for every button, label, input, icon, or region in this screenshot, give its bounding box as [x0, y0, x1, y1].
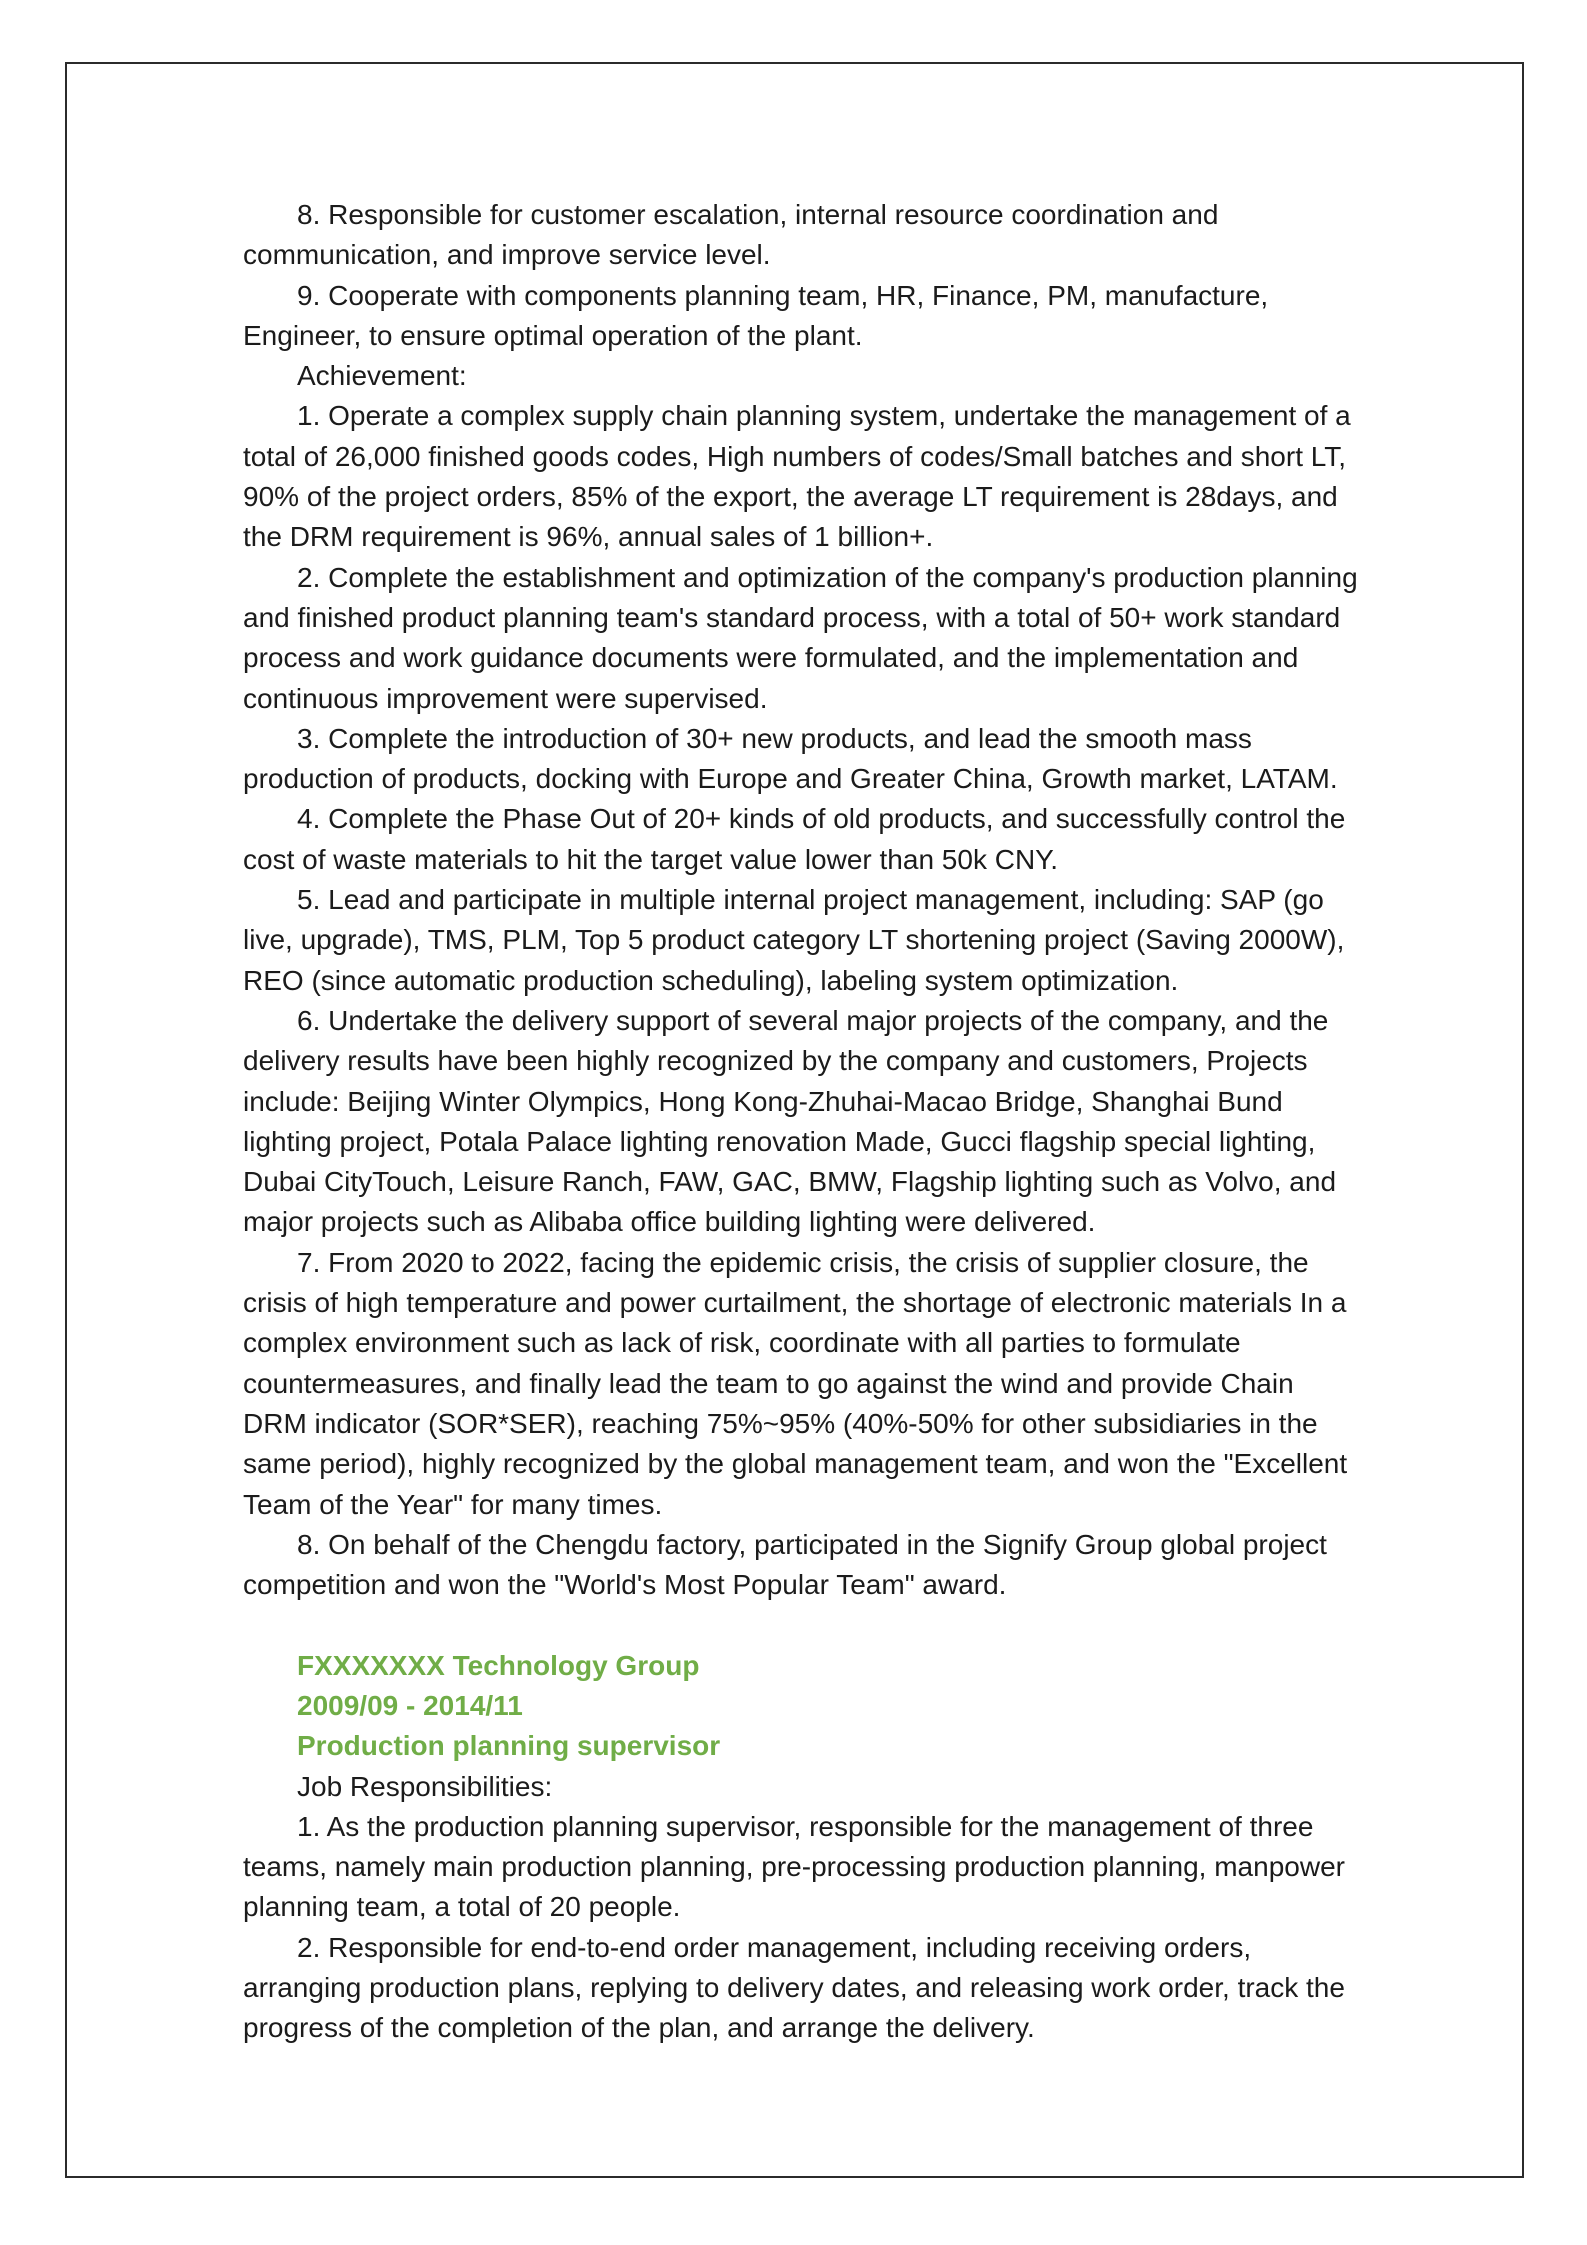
section-heading: FXXXXXXX Technology Group: [297, 1649, 700, 1681]
paragraph-spacer: [243, 1605, 1361, 1645]
paragraph: 3. Complete the introduction of 30+ new products, and lead the smooth mass production of products, docking with Europe and Greater China, Growth market, LATAM.: [243, 722, 1338, 795]
paragraph: 1. As the production planning supervisor, responsible for the management of three teams, namely main production planning, pre-processing production planning, manpower planning team, a total of 20 people.: [243, 1810, 1345, 1923]
paragraph: Job Responsibilities:: [297, 1770, 553, 1802]
section-heading: 2009/09 - 2014/11: [297, 1689, 523, 1721]
paragraph: 1. Operate a complex supply chain planning system, undertake the management of a total of 26,000 finished goods codes, High numbers of codes/Small batches and short LT, 90% of the project orders, 85% of the export, the average LT requirement is 28days, and the DRM requirement is 96%, annual sales of 1 billion+.: [243, 400, 1351, 553]
paragraph: 2. Complete the establishment and optimization of the company's production planning and finished product planning team's standard process, with a total of 50+ work standard process and work guidance documents were formulated, and the implementation and continuous improvement were supervised.: [243, 561, 1358, 714]
paragraph: 8. Responsible for customer escalation, internal resource coordination and communication, and improve service level.: [243, 199, 1219, 271]
paragraph: 6. Undertake the delivery support of several major projects of the company, and the delivery results have been highly recognized by the company and customers, Projects include: Beijing Winter Olympics, Hong Kong-Zhuhai-Macao Bridge, Shanghai Bund lighting project, Potala Palace lighting renovation Made, Gucci flagship special lighting, Dubai CityTouch, Leisure Ranch, FAW, GAC, BMW, Flagship lighting such as Volvo, and major projects such as Alibaba office building lighting were delivered.: [243, 1004, 1337, 1238]
paragraph: 9. Cooperate with components planning team, HR, Finance, PM, manufacture, Engineer, to ensure optimal operation of the plant.: [243, 279, 1269, 351]
paragraph: 4. Complete the Phase Out of 20+ kinds of old products, and successfully control the cost of waste materials to hit the target value lower than 50k CNY.: [243, 803, 1346, 875]
section-heading: Production planning supervisor: [297, 1730, 721, 1762]
paragraph: Achievement:: [297, 360, 467, 392]
paragraph: 2. Responsible for end-to-end order management, including receiving orders, arranging production plans, replying to delivery dates, and releasing work order, track the progress of the completion of the plan, and arrange the delivery.: [243, 1931, 1345, 2044]
paragraph: 7. From 2020 to 2022, facing the epidemic crisis, the crisis of supplier closure, the crisis of high temperature and power curtailment, the shortage of electronic materials In a complex environment such as lack of risk, coordinate with all parties to formulate countermeasures, and finally lead the team to go against the wind and provide Chain DRM indicator (SOR*SER), reaching 75%~95% (40%-50% for other subsidiaries in the same period), highly recognized by the global management team, and won the "Excellent Team of the Year" for many times.: [243, 1246, 1348, 1520]
resume-text: [243, 195, 1361, 2049]
paragraph: 5. Lead and participate in multiple internal project management, including: SAP (go live, upgrade), TMS, PLM, Top 5 product category LT shortening project (Saving 2000W), REO (since automatic production scheduling), labeling system optimization.: [243, 884, 1345, 996]
paragraph: 8. On behalf of the Chengdu factory, participated in the Signify Group global project competition and won the "World's Most Popular Team" award.: [243, 1528, 1327, 1601]
